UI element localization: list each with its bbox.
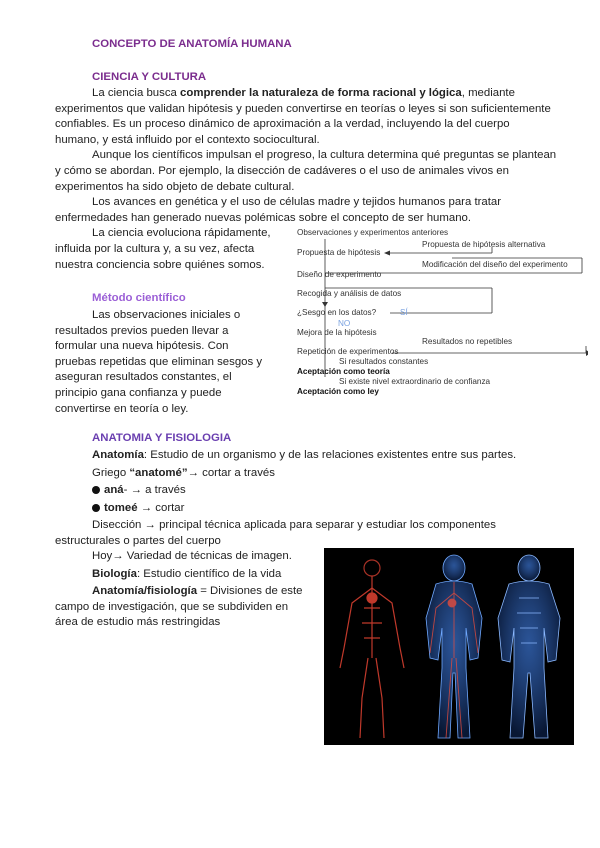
bold-text: comprender la naturaleza de forma racional y lógica [180, 87, 462, 99]
paragraph-line: nuestra conciencia sobre quiénes somos. [55, 258, 265, 271]
bullet-icon [92, 504, 100, 512]
flow-node-teoria: Aceptación como teoría [297, 367, 390, 376]
muscular-body-figure [498, 555, 560, 738]
paragraph-line: experimentos que validan hipótesis y pueden convertirse en teorías o leyes si son suficientemente [55, 102, 551, 115]
text-span: , mediante [461, 87, 515, 99]
page-title: CONCEPTO DE ANATOMÍA HUMANA [92, 38, 292, 50]
text-span: → cortar a través [187, 466, 275, 479]
anatomy-image [324, 548, 574, 745]
flow-label-no: NO [338, 319, 351, 328]
arrow-head [384, 251, 390, 256]
paragraph-line: confiables. Es un proceso dinámico de aproximación a la verdad, incluyendo la del cuerpo [55, 118, 510, 131]
list-item [55, 501, 575, 517]
scientific-method-flowchart [292, 228, 588, 400]
text-span: La ciencia busca [92, 87, 181, 99]
bold-text: Anatomía [92, 449, 144, 461]
bold-text: “anatomé” [129, 466, 188, 479]
paragraph-line: principio gana confianza y puede [55, 386, 222, 399]
flow-node-no-repetibles: Resultados no repetibles [422, 337, 513, 346]
bold-text: tomeé [104, 501, 138, 514]
paragraph-line: área de estudio más restringidas [55, 616, 221, 629]
text-span: : Estudio de un organismo y de las relaciones existentes entre sus partes. [143, 449, 517, 461]
paragraph-line: enfermedades han generado nuevas polémicas sobre el concepto de ser humano. [55, 211, 472, 224]
bold-text: Biología [92, 567, 137, 580]
paragraph-line: aseguran resultados constantes, el [55, 371, 232, 384]
greek-etymology [55, 466, 575, 482]
paragraph-line: resultados previos pueden llevar a [55, 324, 229, 337]
definition-anatomia-fisiologia [55, 584, 317, 600]
circulatory-figure [340, 560, 404, 738]
section-heading-ciencia-cultura: CIENCIA Y CULTURA [92, 71, 207, 83]
paragraph-line: experimentos ha sido objeto de debate cultural. [55, 180, 295, 193]
flow-node-mejora-hipotesis: Mejora de la hipótesis [297, 328, 377, 337]
text-span: → cortar [137, 501, 185, 514]
flow-node-diseno-experimento: Diseño de experimento [297, 270, 382, 279]
definition-biologia [55, 567, 317, 583]
paragraph-line: Disección → principal técnica aplicada para separar y estudiar los componentes [92, 519, 496, 532]
paragraph-line: pruebas repetidas que eliminan sesgos y [55, 355, 263, 368]
definition-anatomia [55, 448, 575, 464]
paragraph-line: y cómo se abordan. Por ejemplo, la disección de cadáveres o el uso de animales vivos en [55, 164, 509, 177]
flow-node-sesgo: ¿Sesgo en los datos? [297, 308, 377, 317]
text-span: - → a través [123, 484, 186, 497]
flow-node-modificacion-diseno: Modificación del diseño del experimento [422, 260, 568, 269]
bold-text: Anatomía/fisiología [92, 585, 198, 598]
flow-node-nivel-confianza: Si existe nivel extraordinario de confianza [339, 377, 491, 386]
section-metodo-body [55, 308, 285, 417]
text-span: : Estudio científico de la vida [136, 567, 282, 580]
paragraph-line: Las observaciones iniciales o [92, 309, 241, 321]
section-anatomia-body-2 [55, 549, 317, 631]
flow-node-ley: Aceptación como ley [297, 387, 379, 396]
paragraph-line: Los avances en genética y el uso de células madre y tejidos humanos para tratar [92, 196, 502, 209]
arrow-head [586, 350, 588, 356]
section-heading-metodo: Método científico [92, 292, 186, 304]
flow-node-propuesta-hipotesis: Propuesta de hipótesis [297, 248, 381, 257]
paragraph-line: influida por la cultura y, a su vez, afecta [55, 242, 255, 255]
flow-node-observaciones: Observaciones y experimentos anteriores [297, 228, 449, 237]
flow-node-recogida-datos: Recogida y análisis de datos [297, 289, 402, 298]
bold-text: aná [104, 484, 124, 497]
human-body-illustration [324, 548, 574, 745]
flow-node-repeticion: Repetición de experimentos [297, 347, 399, 356]
paragraph-line: formular una nueva hipótesis. Con [55, 340, 229, 353]
paragraph-line [55, 86, 575, 102]
text-span: Griego [92, 466, 130, 479]
paragraph-line: La ciencia evoluciona rápidamente, [92, 227, 271, 240]
text-span: = Divisiones de este [197, 585, 303, 598]
paragraph-line: Aunque los científicos impulsan el progreso, la cultura determina qué preguntas se plantean [92, 149, 557, 162]
paragraph-line: convertirse en teoría o ley. [55, 402, 189, 415]
section-anatomia-body [55, 448, 575, 552]
paragraph-line: Hoy→ Variedad de técnicas de imagen. [92, 550, 292, 562]
arrow-head [322, 302, 328, 307]
flow-node-hipotesis-alternativa: Propuesta de hipótesis alternativa [422, 240, 546, 249]
section-heading-anatomia-fisiologia: ANATOMIA Y FISIOLOGIA [92, 432, 232, 444]
paragraph-line: humano, y está influido por el contexto sociocultural. [55, 133, 320, 146]
flow-node-resultados-constantes: Si resultados constantes [339, 357, 429, 366]
flow-label-si: SÍ [400, 308, 408, 317]
list-item [55, 483, 575, 499]
paragraph-line: estructurales o partes del cuerpo [55, 534, 221, 547]
bullet-icon [92, 486, 100, 494]
paragraph-line: campo de investigación, que se subdividen en [55, 600, 289, 613]
